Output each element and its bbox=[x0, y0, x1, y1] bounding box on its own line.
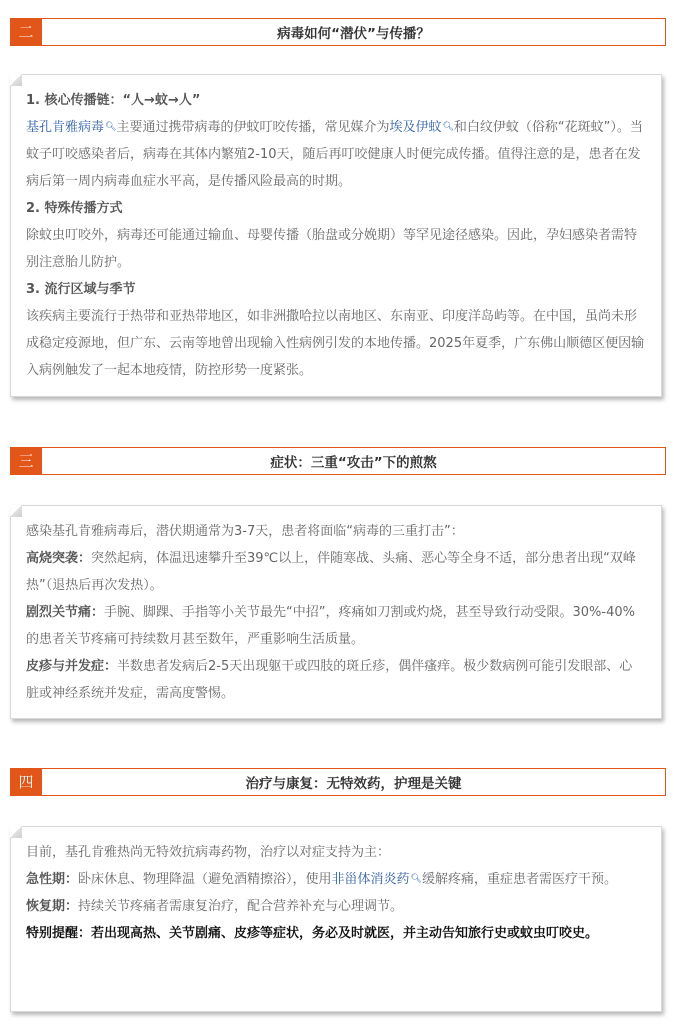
search-icon[interactable]: 🔍︎ bbox=[410, 874, 422, 884]
paragraph: 该疾病主要流行于热带和亚热带地区，如非洲撒哈拉以南地区、东南亚、印度洋岛屿等。在中国，虽尚未形成稳定疫源地，但广东、云南等地曾出现输入性病例引发的本地传播。2025年夏季，广东佛山顺德区便因输入病例触发了一起本地疫情，防控形势一度紧张。 bbox=[26, 309, 645, 378]
section-header-3 bbox=[10, 447, 666, 475]
page-fold bbox=[10, 826, 22, 838]
section-header-4 bbox=[10, 768, 666, 796]
paragraph bbox=[26, 653, 645, 707]
section-number: 二 bbox=[10, 18, 42, 46]
paragraph bbox=[26, 545, 645, 599]
paragraph: 目前，基孔肯雅热尚无特效抗病毒药物，治疗以对症支持为主： bbox=[26, 845, 391, 860]
paragraph-text: 缓解疼痛，重症患者需医疗干预。 bbox=[421, 872, 617, 887]
search-icon[interactable]: 🔍︎ bbox=[442, 122, 454, 132]
page-fold bbox=[10, 505, 22, 517]
keyword-link[interactable]: 非甾体消炎药 bbox=[331, 872, 410, 887]
paragraph-text: 手腕、脚踝、手指等小关节最先“中招”，疼痛如刀割或灼烧，甚至导致行动受限。30%-40%的患者关节疼痛可持续数月甚至数年，严重影响生活质量。 bbox=[26, 605, 635, 647]
subheading: 2. 特殊传播方式 bbox=[26, 201, 123, 216]
paragraph-text: 半数患者发病后2-5天出现躯干或四肢的斑丘疹，偶伴瘙痒。极少数病例可能引发眼部、心脏或神经系统并发症，需高度警惕。 bbox=[26, 659, 633, 701]
subheading: 1. 核心传播链：“人→蚊→人” bbox=[26, 93, 201, 108]
content-card-symptoms bbox=[10, 505, 662, 719]
paragraph bbox=[26, 599, 645, 653]
term-label: 皮疹与并发症： bbox=[26, 659, 118, 674]
paragraph-text: 和白纹伊蚊（俗称“花斑蚊”）。当蚊子叮咬感染者后，病毒在其体内繁殖2-10天，随后再叮咬健康人时便完成传播。值得注意的是，患者在发病后第一周内病毒血症水平高，是传播风险最高的时期。 bbox=[26, 120, 643, 189]
subheading: 3. 流行区域与季节 bbox=[26, 282, 136, 297]
search-icon[interactable]: 🔍︎ bbox=[105, 122, 117, 132]
section-number: 四 bbox=[10, 768, 42, 796]
content-card-treatment bbox=[10, 826, 662, 1012]
paragraph bbox=[26, 866, 645, 893]
section-title: 治疗与康复：无特效药，护理是关键 bbox=[245, 776, 462, 792]
paragraph: 感染基孔肯雅病毒后，潜伏期通常为3-7天，患者将面临“病毒的三重打击”： bbox=[26, 524, 464, 539]
page-fold bbox=[10, 74, 22, 86]
keyword-link[interactable]: 埃及伊蚊 bbox=[389, 120, 442, 135]
paragraph-text: 卧床休息、物理降温（避免酒精擦浴），使用 bbox=[78, 872, 332, 887]
paragraph bbox=[26, 893, 645, 920]
term-label: 高烧突袭： bbox=[26, 551, 92, 566]
section-title: 症状：三重“攻击”下的煎熬 bbox=[270, 455, 437, 471]
keyword-link[interactable]: 基孔肯雅病毒 bbox=[26, 120, 105, 135]
section-title: 病毒如何“潜伏”与传播？ bbox=[277, 26, 430, 42]
paragraph-text: 主要通过携带病毒的伊蚊叮咬传播，常见媒介为 bbox=[116, 120, 390, 135]
term-label: 恢复期： bbox=[26, 899, 79, 914]
alert-text: 特别提醒：若出现高热、关节剧痛、皮疹等症状，务必及时就医，并主动告知旅行史或蚊虫叮咬史。 bbox=[26, 926, 599, 941]
term-label: 急性期： bbox=[26, 872, 79, 887]
content-card-transmission bbox=[10, 74, 662, 397]
term-label: 剧烈关节痛： bbox=[26, 605, 105, 620]
section-number: 三 bbox=[10, 447, 42, 475]
paragraph bbox=[26, 114, 645, 195]
paragraph-text: 突然起病，体温迅速攀升至39℃以上，伴随寒战、头痛、恶心等全身不适，部分患者出现“双峰热”（退热后再次发热）。 bbox=[26, 551, 636, 593]
section-header-2 bbox=[10, 18, 666, 46]
paragraph-text: 持续关节疼痛者需康复治疗，配合营养补充与心理调节。 bbox=[78, 899, 404, 914]
paragraph: 除蚊虫叮咬外，病毒还可能通过输血、母婴传播（胎盘或分娩期）等罕见途径感染。因此，孕妇感染者需特别注意胎儿防护。 bbox=[26, 228, 638, 270]
